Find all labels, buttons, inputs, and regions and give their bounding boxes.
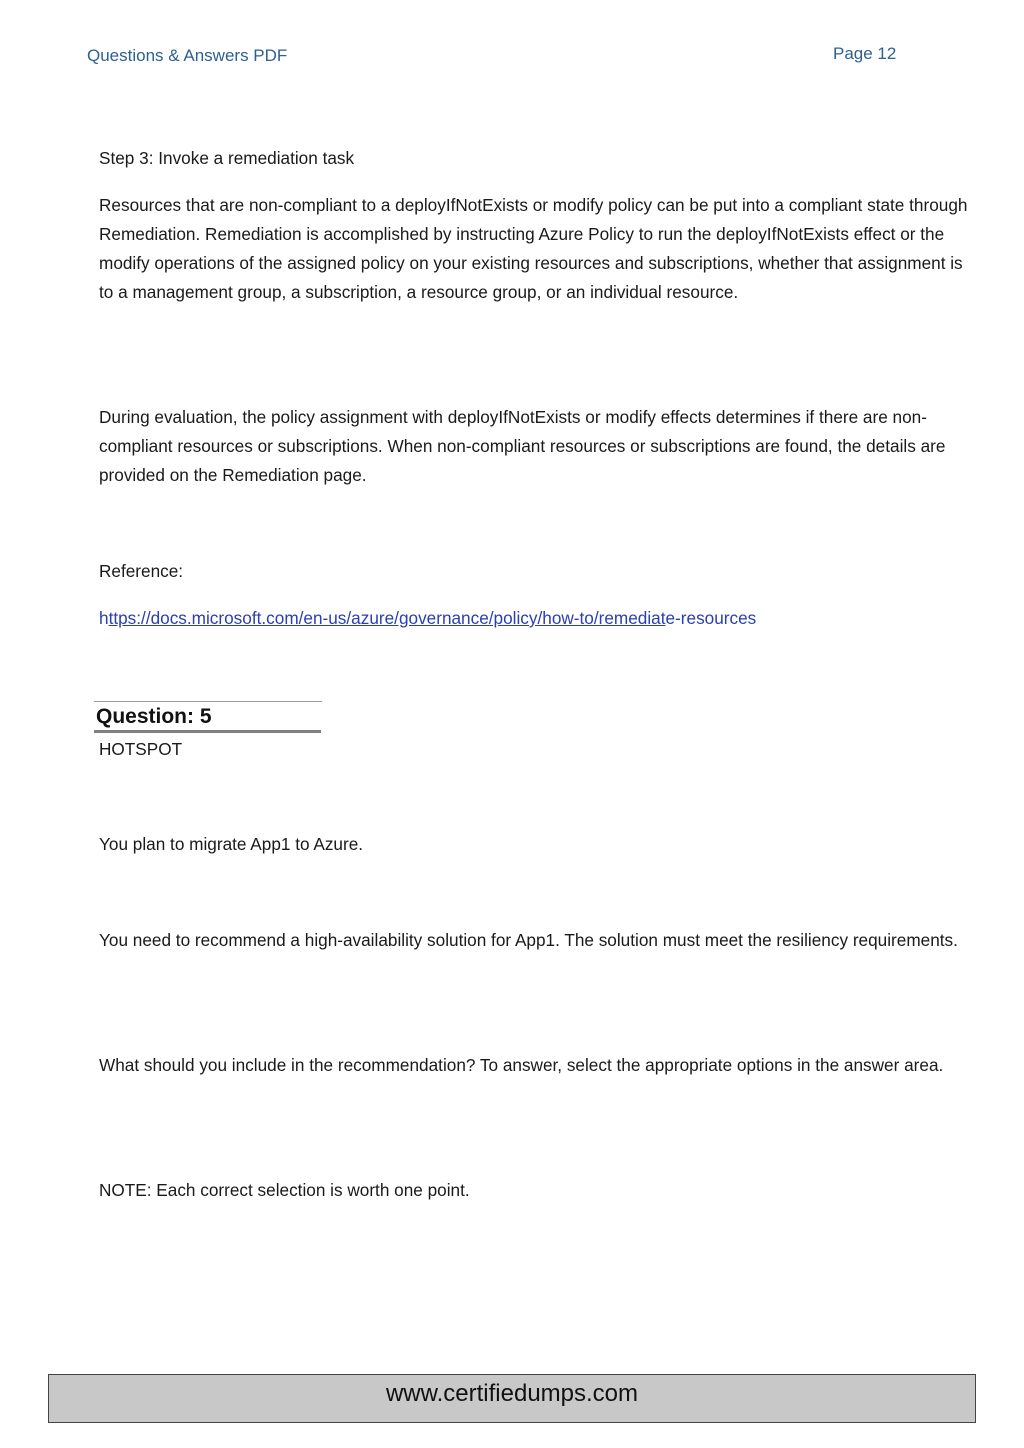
paragraph-remediation: Resources that are non-compliant to a deployIfNotExists or modify policy can be put into a compliant state through Remediation. Remediation is accomplished by instructing Azure Policy to run the deployIfNotExists effect or the modify operations of the assigned policy on your existing resources and subscriptions, whether that assignment is to a management group, a subscription, a resource group, or an individual resource. <box>99 195 968 302</box>
paragraph-evaluation: During evaluation, the policy assignment with deployIfNotExists or modify effects determines if there are non-compliant resources or subscriptions. When non-compliant resources or subscriptions are found, the details are provided on the Remediation page. <box>99 407 946 485</box>
reference-link-suffix[interactable]: e-resources <box>665 608 757 628</box>
question-title: Question: 5 <box>96 705 212 728</box>
question-type: HOTSPOT <box>99 739 183 759</box>
reference-link-prefix[interactable]: h <box>99 608 109 628</box>
page-number: Page 12 <box>833 44 897 63</box>
question-line-recommend: You need to recommend a high-availability solution for App1. The solution must meet the resiliency requirements. <box>99 930 958 950</box>
question-line-answer: What should you include in the recommendation? To answer, select the appropriate options in the answer area. <box>99 1055 944 1075</box>
footer-banner <box>48 1374 976 1423</box>
reference-link[interactable] <box>99 604 756 633</box>
reference-label: Reference: <box>99 561 184 581</box>
header-title: Questions & Answers PDF <box>87 46 288 65</box>
reference-link-underlined[interactable]: ttps://docs.microsoft.com/en-us/azure/governance/policy/how-to/remediat <box>108 608 666 628</box>
footer-website: www.certifiedumps.com <box>385 1380 639 1407</box>
question-divider-bottom <box>94 730 321 733</box>
question-divider-top <box>94 701 322 702</box>
question-line-note: NOTE: Each correct selection is worth one point. <box>99 1180 470 1200</box>
step-heading: Step 3: Invoke a remediation task <box>99 148 355 168</box>
question-line-migrate: You plan to migrate App1 to Azure. <box>99 834 364 854</box>
